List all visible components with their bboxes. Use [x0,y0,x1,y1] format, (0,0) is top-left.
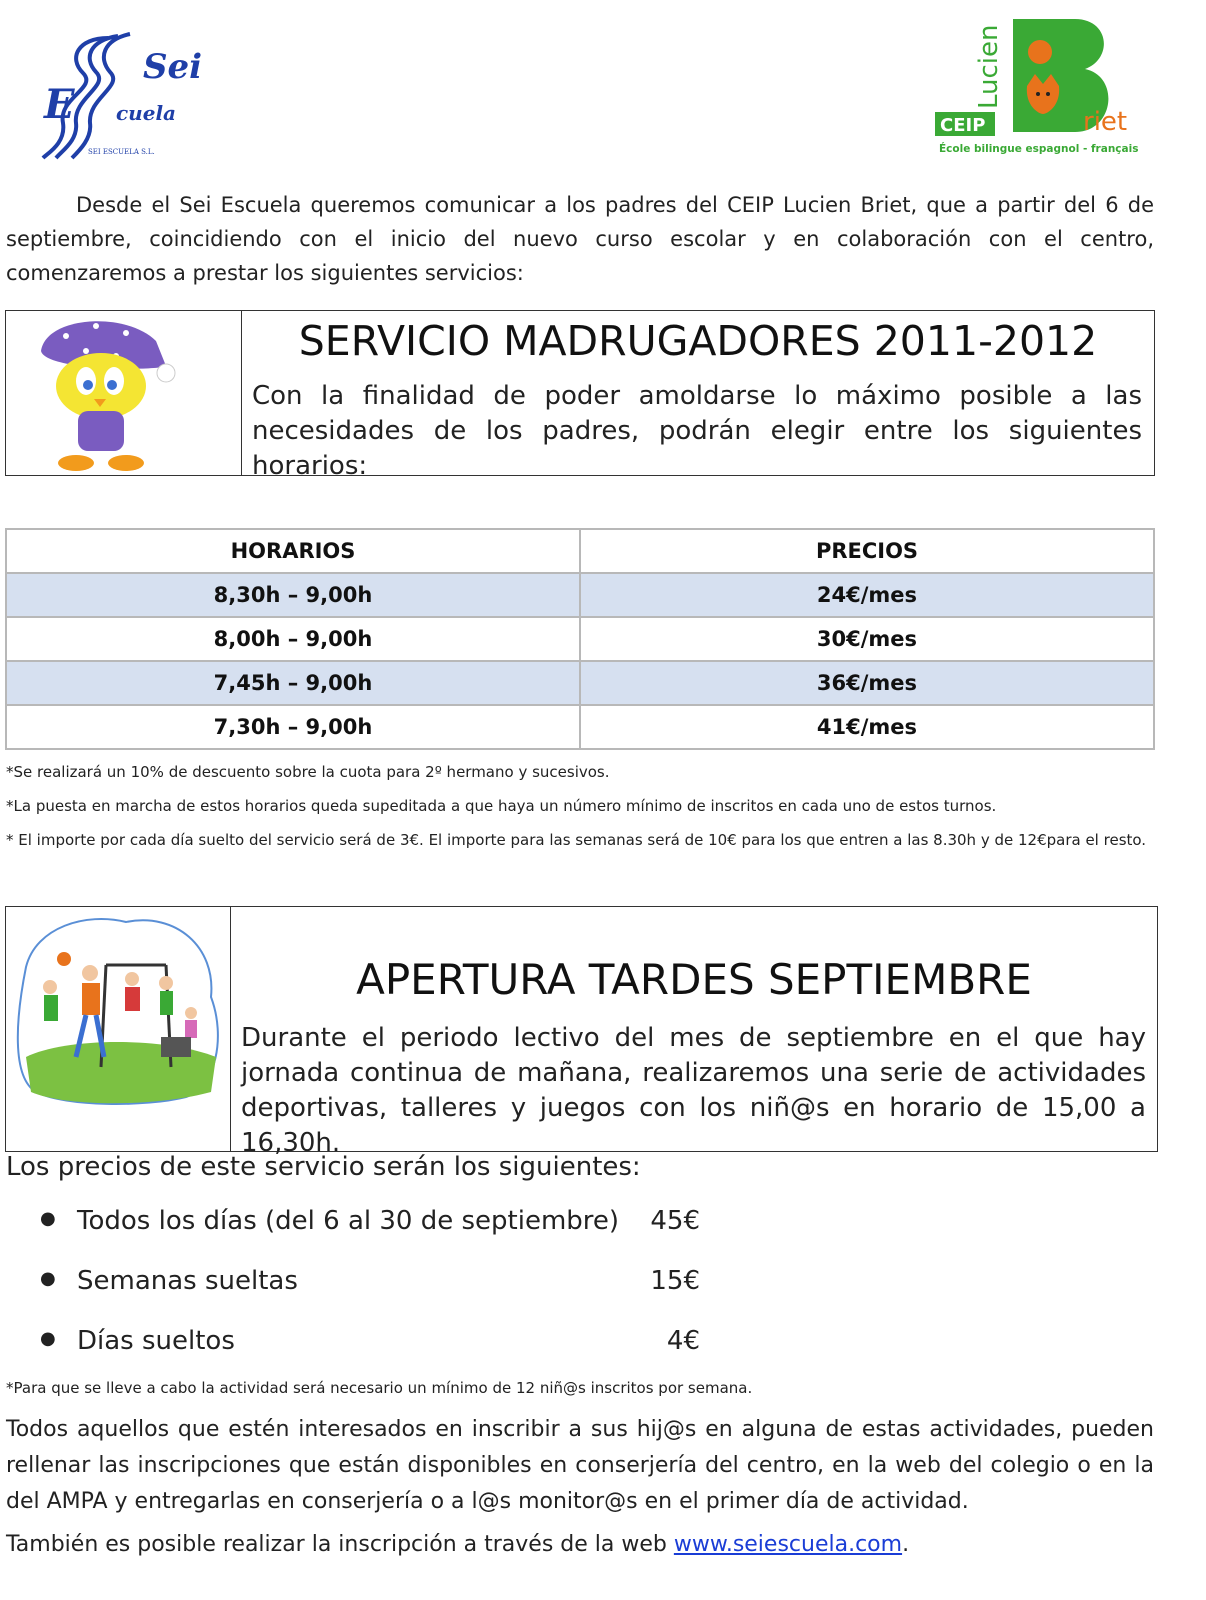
note-daily-price: * El importe por cada día suelto del servicio será de 3€. El importe para las semanas será de 10€ para los que entren a las 8.30h y de 12€para el resto. [6,831,1147,849]
price-amount: 45€ [650,1206,700,1236]
price-label: Días sueltos [77,1326,235,1356]
web-text: También es posible realizar la inscripción a través de la web [6,1532,674,1557]
table-row [6,705,1154,749]
closing-paragraph: Todos aquellos que estén interesados en inscribir a sus hij@s en alguna de estas actividades, pueden rellenar las inscripciones que están disponibles en conserjería del centro, en la web del colegio o en la del AMPA y entregarlas en conserjería o a l@s monitor@s en el primer día de actividad. [6,1417,1154,1514]
bullet-icon: ● [40,1268,56,1289]
ceip-logo-sub: École bilingue espagnol - français [939,143,1139,155]
note-min-kids: *Para que se lleve a cabo la actividad será necesario un mínimo de 12 niñ@s inscritos por semana. [6,1379,753,1397]
table-row [6,573,1154,617]
price-amount: 15€ [650,1266,700,1296]
bullet-icon: ● [40,1208,56,1229]
price-label: Semanas sueltas [77,1266,298,1296]
price-amount: 4€ [666,1326,700,1356]
schedule-table [5,528,1155,750]
sei-logo-word: Sei [143,47,203,87]
schedule-time: 7,30h – 9,00h [6,705,580,749]
sei-logo-sub: SEI ESCUELA S.L. [88,148,155,156]
header-horarios: HORARIOS [6,529,580,573]
schedule-price: 41€/mes [580,705,1154,749]
table-row [6,661,1154,705]
website-link[interactable]: www.seiescuela.com [673,1532,903,1557]
madrugadores-body: Con la finalidad de poder amoldarse lo máximo posible a las necesidades de los padres, podrán elegir entre los siguientes horarios: [252,381,1142,481]
ceip-logo-lucien: Lucien [974,24,1004,109]
ceip-logo-ceip: CEIP [940,115,986,136]
schedule-price: 36€/mes [580,661,1154,705]
schedule-price: 30€/mes [580,617,1154,661]
bullet-icon: ● [40,1328,56,1349]
tardes-box [5,906,1158,1158]
schedule-time: 8,00h – 9,00h [6,617,580,661]
table-header-row [6,529,1154,573]
price-label: Todos los días (del 6 al 30 de septiembre) [77,1206,620,1236]
web-line [6,1532,909,1557]
note-minimum: *La puesta en marcha de estos horarios queda supeditada a que haya un número mínimo de inscritos en cada uno de estos turnos. [6,797,997,815]
header-precios: PRECIOS [580,529,1154,573]
svg-text:E: E [44,81,75,128]
tardes-title: APERTURA TARDES SEPTIEMBRE [356,955,1032,1004]
sei-escuela-logo [38,28,208,163]
madrugadores-box [5,310,1155,481]
prices-heading: Los precios de este servicio serán los siguientes: [6,1152,641,1182]
intro-paragraph: Desde el Sei Escuela queremos comunicar a los padres del CEIP Lucien Briet, que a partir del 6 de septiembre, coincidiendo con el inicio del nuevo curso escolar y en colaboración con el centro, comenzaremos a prestar los siguientes servicios: [6,193,1154,285]
svg-text:cuela: cuela [116,101,176,125]
madrugadores-title: SERVICIO MADRUGADORES 2011-2012 [298,317,1098,365]
schedule-time: 8,30h – 9,00h [6,573,580,617]
ceip-lucien-briet-logo [935,14,1155,164]
tardes-body: Durante el periodo lectivo del mes de septiembre en el que hay jornada continua de mañana, realizaremos una serie de actividades deportivas, talleres y juegos con los niñ@s en horario de 15,00 a 16,30h. [241,1023,1146,1158]
kids-playing-image [6,907,231,1151]
schedule-time: 7,45h – 9,00h [6,661,580,705]
tweety-image [6,311,242,475]
web-tail: . [902,1532,910,1557]
schedule-price: 24€/mes [580,573,1154,617]
ceip-logo-briet: riet [1083,107,1128,137]
table-row [6,617,1154,661]
note-discount: *Se realizará un 10% de descuento sobre la cuota para 2º hermano y sucesivos. [6,763,610,781]
